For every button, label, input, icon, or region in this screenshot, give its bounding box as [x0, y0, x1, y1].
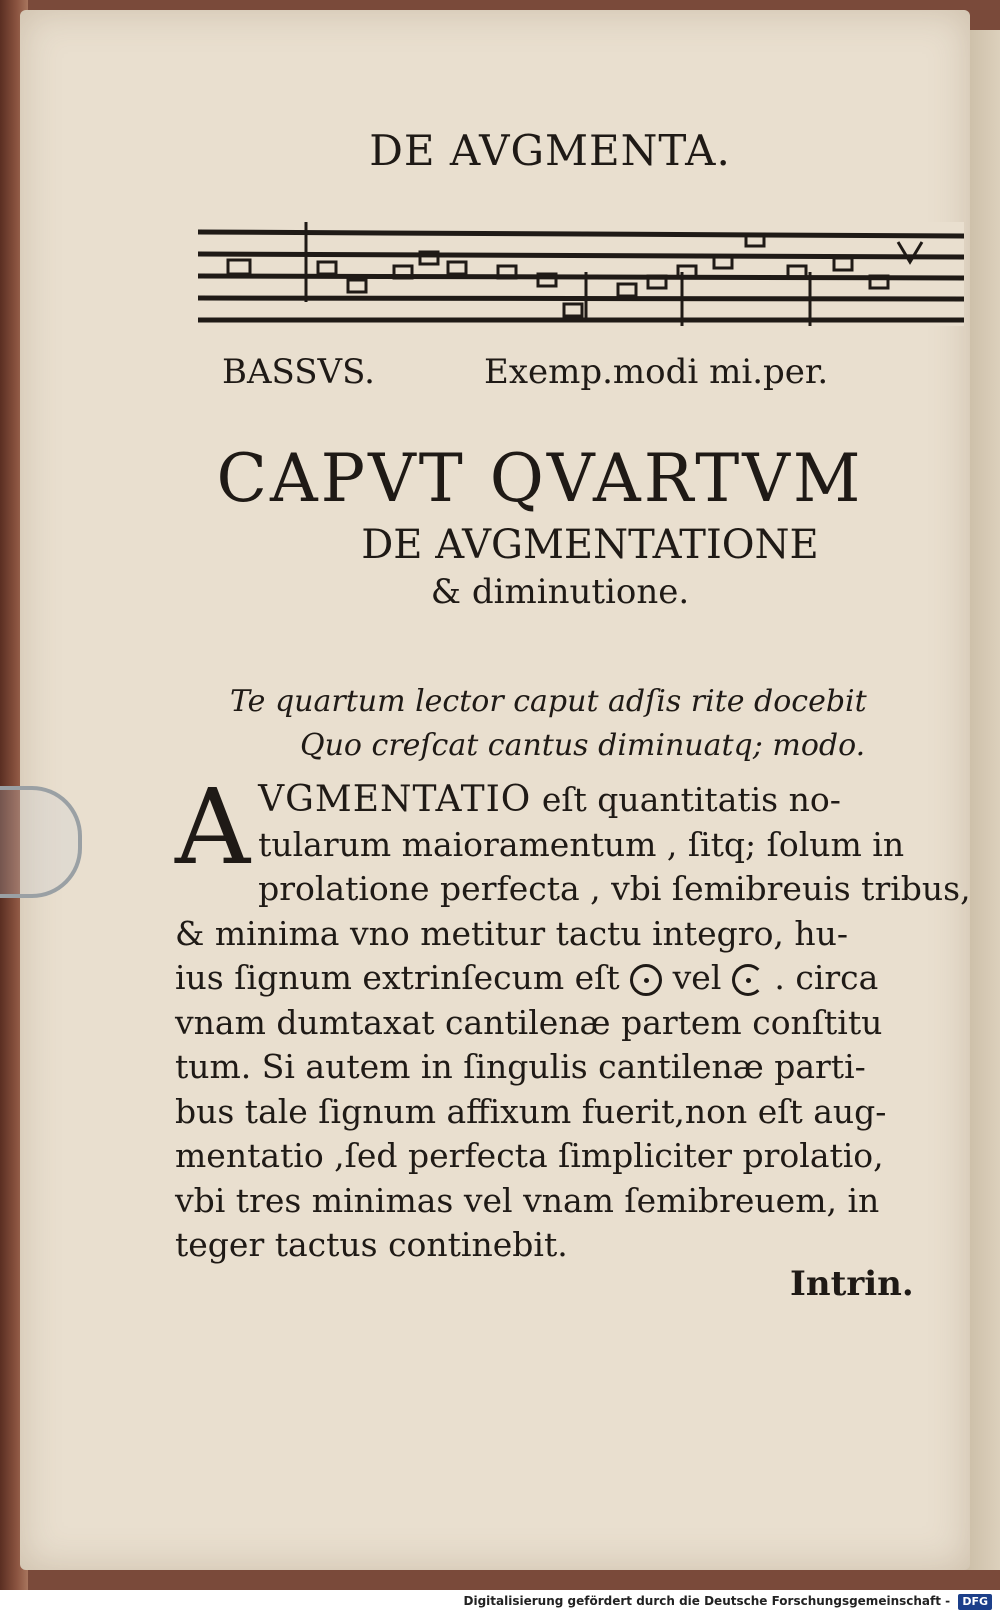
catchword: Intrin.: [790, 1264, 914, 1304]
body-line-text: vel: [662, 958, 732, 997]
body-line-text: & minima vno metitur tactu integro, hu-: [175, 913, 849, 953]
body-line-text: prolatione perfecta , vbi ſemibreuis tribus,: [258, 869, 971, 908]
body-line: [175, 956, 915, 1001]
voice-label: BASSVS.: [222, 352, 375, 392]
body-line: [175, 867, 971, 912]
dfg-logo-icon: DFG: [958, 1594, 992, 1610]
footer-credit: Digitalisierung gefördert durch die Deutsche Forschungsgemeinschaft -: [463, 1594, 951, 1608]
verse-line-2: Quo creſcat cantus diminuatq; modo.: [300, 728, 866, 763]
body-line: [175, 823, 915, 868]
mensuration-sign-circle-icon: [630, 964, 662, 996]
staff-caption: [222, 352, 842, 396]
body-line-text: . circa: [763, 958, 879, 997]
body-line: [175, 1090, 915, 1135]
body-line: [175, 912, 915, 957]
body-line: [175, 1001, 915, 1046]
mensuration-sign-semicircle-icon: [732, 964, 764, 996]
body-line: [175, 778, 915, 823]
body-line-text: bus tale ſignum affixum fuerit,non eſt aug-: [175, 1091, 887, 1131]
body-line: [175, 1045, 915, 1090]
body-text: [175, 766, 971, 1268]
body-line-text: tum. Si autem in ſingulis cantilenæ parti-: [175, 1047, 866, 1086]
body-line-text: teger tactus continebit.: [175, 1225, 568, 1264]
music-staff: [198, 222, 964, 326]
body-line: [175, 1179, 915, 1224]
body-line-text: ius ſignum extrinſecum eſt: [175, 958, 620, 997]
digitization-footer: [0, 1590, 1000, 1612]
verse-line-1: Te quartum lector caput adſis rite docebit: [230, 684, 867, 719]
example-label: Exemp.modi mi.per.: [484, 352, 829, 392]
body-line-text: tularum maioramentum , ſitq; ſolum in: [258, 824, 905, 864]
body-line: [175, 1134, 915, 1179]
running-head: DE AVGMENTA.: [369, 126, 731, 175]
chapter-subtitle-2: & diminutione.: [430, 572, 690, 612]
body-line-text: vnam dumtaxat cantilenæ partem conſtitu: [175, 1002, 883, 1042]
chapter-title: CAPVT QVARTVM: [216, 440, 864, 517]
body-line-text: vbi tres minimas vel vnam ſemibreuem, in: [175, 1180, 880, 1220]
first-word: VGMENTATIO: [258, 779, 532, 820]
chapter-subtitle: DE AVGMENTATIONE: [361, 522, 819, 568]
body-line-text: mentatio ,ſed perfecta ſimpliciter prolatio,: [175, 1136, 884, 1175]
body-line: [175, 1223, 915, 1268]
drop-cap-initial: A: [175, 766, 251, 888]
body-line-text: eſt quantitatis no-: [531, 780, 841, 819]
